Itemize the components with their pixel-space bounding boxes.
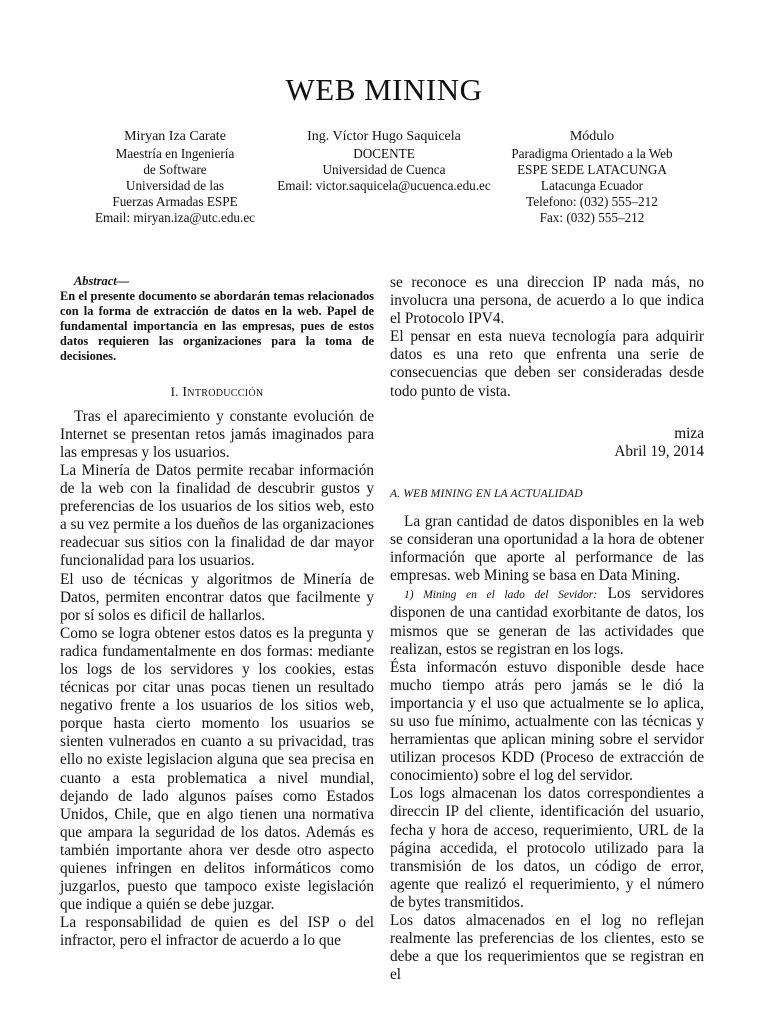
right-column: [390, 274, 704, 984]
author-affiliation-line: Latacunga Ecuador: [540, 178, 644, 193]
body-paragraph: Como se logra obtener estos datos es la pregunta y radica fundamentalmente en dos formas: mediante los logs de los servidores y los cookies, estas técnicas por citar unas pocas tienen un resultado negativo frente a los usuarios de los sitios web, porque hasta cierto momento los usuarios se sienten vulnerados en cuanto a su privacidad, tras ello no existe legislacion alguna que sea precisa en cuanto a esta problematica a nivel mundial, dejando de lado algunos países como Estados Unidos, Chile, que en algo tienen una normativa que ampara la seguridad de los datos. Además es también importante ahora ver desde otro aspecto quienes infringen en delitos informáticos como juzgarlos, puesto que tampoco existe legislación que indique a quién se debe juzgar.: [60, 624, 374, 914]
body-paragraph: La gran cantidad de datos disponibles en la web se consideran una oportunidad a la hora de obtener información que aporte al performance de las empresas. web Mining se basa en Data Mining.: [390, 512, 704, 585]
author-affiliation-line: Universidad de las: [125, 178, 225, 193]
paragraph-heading: 1) Mining en el lado del Sevidor:: [404, 589, 598, 602]
author-fax: Fax: (032) 555–212: [539, 210, 645, 225]
author-email: Email: miryan.iza@utc.edu.ec: [94, 210, 256, 225]
author-affiliation-line: Paradigma Orientado a la Web: [511, 146, 673, 161]
subsection-heading: A. WEB MINING EN LA ACTUALIDAD: [390, 487, 583, 500]
signature-date: Abril 19, 2014: [614, 442, 704, 460]
paragraph-text: Los servidores disponen de una cantidad exorbitante de datos, los mismos que se generan de las actividades que realizan, estos se registran en los logs.: [390, 585, 704, 658]
body-paragraph: La responsabilidad de quien es del ISP o del infractor, pero el infractor de acuerdo a lo que: [60, 914, 374, 950]
author-name: Miryan Iza Carate: [124, 129, 226, 144]
author-affiliation-line: Maestría en Ingeniería: [115, 146, 235, 161]
body-paragraph: La Minería de Datos permite recabar información de la web con la finalidad de descubrir gustos y preferencias de los usuarios de los sitios web, esto a su vez permite a los dueños de las organizaciones readecuar sus sitios con la finalidad de dar mayor funcionalidad para los usuarios.: [60, 461, 374, 570]
author-affiliation-line: ESPE SEDE LATACUNGA: [517, 162, 667, 177]
author-affiliation-line: de Software: [143, 162, 207, 177]
section-number: I.: [170, 383, 179, 399]
author-block-3: [470, 128, 714, 226]
body-paragraph: El pensar en esta nueva tecnología para adquirir datos es una reto que enfrenta una serie de consecuencias que deben ser consideradas desde todo punto de vista.: [390, 328, 704, 400]
body-paragraph: El uso de técnicas y algoritmos de Minería de Datos, permiten encontrar datos que facilmente y por sí solos es dificil de hallarlos.: [60, 570, 374, 624]
abstract: [60, 274, 374, 365]
author-name: Ing. Víctor Hugo Saquicela: [307, 129, 461, 144]
abstract-text: En el presente documento se abordarán temas relacionados con la forma de extracción de datos en la web. Papel de fundamental importancia en las empresas, pues de estos datos requieren las organizaciones para la toma de decisiones.: [60, 289, 374, 364]
signature-name: miza: [674, 424, 704, 442]
section-heading: [60, 383, 374, 402]
section-title: Introducción: [182, 384, 264, 400]
author-affiliation-line: DOCENTE: [353, 146, 415, 161]
left-column: [60, 274, 374, 950]
body-paragraph: se reconoce es una direccion IP nada más, no involucra una persona, de acuerdo a lo que indica el Protocolo IPV4.: [390, 274, 704, 328]
body-paragraph: Ésta informacón estuvo disponible desde hace mucho tiempo atrás pero jamás se le dió la importancia y el uso que actualmente se lo aplica, su uso fue mínimo, actualmente con las técnicas y herramientas que aplican mining sobre el servidor utilizan procesos KDD (Proceso de extracción de conocimiento) sobre el log del servidor.: [390, 658, 704, 785]
author-email: Email: victor.saquicela@ucuenca.edu.ec: [277, 178, 491, 193]
body-paragraph: Tras el aparecimiento y constante evolución de Internet se presentan retos jamás imaginados para las empresas y los usuarios.: [60, 407, 374, 461]
author-affiliation-line: Universidad de Cuenca: [322, 162, 446, 177]
body-paragraph: Los datos almacenados en el log no reflejan realmente las preferencias de los clientes, esto se debe a que los requerimientos que se registran en el: [390, 912, 704, 984]
body-paragraph: Los logs almacenan los datos correspondientes a direccin IP del cliente, identificación del usuario, fecha y hora de acceso, requerimiento, URL de la página accedida, el protocolo utilizado para la transmisión de los datos, un código de error, agente que realizó el requerimiento, y el número de bytes transmitidos.: [390, 785, 704, 911]
author-affiliation-line: Fuerzas Armadas ESPE: [112, 194, 238, 209]
author-phone: Telefono: (032) 555–212: [526, 194, 658, 209]
author-name: Módulo: [569, 129, 615, 144]
abstract-lead: Abstract—: [74, 274, 130, 288]
paper-title: WEB MINING: [285, 72, 483, 107]
body-paragraph: [390, 585, 704, 658]
